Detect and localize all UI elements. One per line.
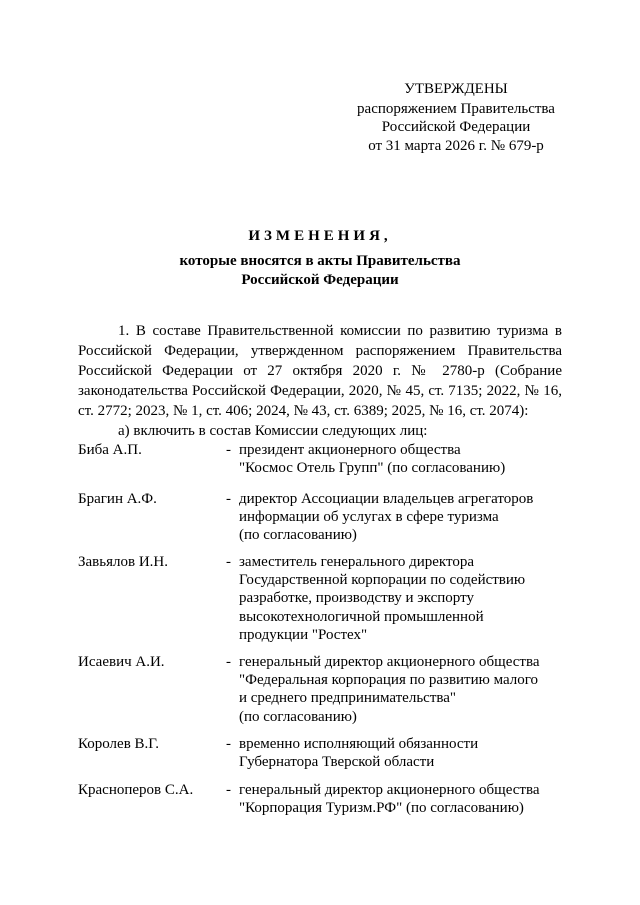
approval-line-1: распоряжением Правительства xyxy=(357,100,555,117)
member-role xyxy=(239,653,562,726)
member-role-line: Губернатора Тверской области xyxy=(239,754,435,771)
member-role-line: "Корпорация Туризм.РФ" (по согласованию) xyxy=(239,800,524,817)
approval-line-2: Российской Федерации xyxy=(381,119,531,135)
member-role-line: "Космос Отель Групп" (по согласованию) xyxy=(239,460,506,477)
member-role xyxy=(239,735,562,771)
member-name: Завьялов И.Н. xyxy=(78,554,168,570)
member-dash: - xyxy=(226,782,231,798)
member-role-line: разработке, производству и экспорту xyxy=(239,590,474,607)
member-role-line: продукции "Ростех" xyxy=(239,626,368,643)
subparagraph-a: а) включить в состав Комиссии следующих лиц: xyxy=(118,423,428,439)
title-caption: ИЗМЕНЕНИЯ, xyxy=(248,228,392,244)
member-dash: - xyxy=(226,736,231,752)
member-role-line: временно исполняющий обязанности xyxy=(239,736,479,752)
member-role xyxy=(239,441,562,477)
member-role-line: генеральный директор акционерного общества xyxy=(239,782,540,798)
paragraph-1: 1. В составе Правительственной комиссии по развитию туризма в Российской Федерации, утвержденном распоряжением Правительства Российской Федерации от 27 октября 2020 г. № 2780-р (Собрание законодательства Российской Федерации, 2020, № 45, ст. 7135; 2022, № 16, ст. 2772; 2023, № 1, ст. 406; 2024, № 43, ст. 6389; 2025, № 16, ст. 2074): xyxy=(78,323,562,419)
member-name: Исаевич А.И. xyxy=(78,654,165,670)
member-role-line: высокотехнологичной промышленной xyxy=(239,608,484,625)
approval-line-3: от 31 марта 2026 г. № 679-р xyxy=(368,137,544,154)
member-name: Красноперов С.А. xyxy=(78,782,194,798)
member-role-line: (по согласованию) xyxy=(239,708,357,725)
member-dash: - xyxy=(226,442,231,458)
member-name: Королев В.Г. xyxy=(78,736,160,752)
member-role-line: генеральный директор акционерного общества xyxy=(239,654,540,670)
title-line-2: Российской Федерации xyxy=(241,272,399,288)
member-role-line: (по согласованию) xyxy=(239,527,357,544)
member-role xyxy=(239,553,562,644)
member-role-line: информации об услугах в сфере туризма xyxy=(239,509,499,526)
member-role-line: "Федеральная корпорация по развитию малого xyxy=(239,672,539,689)
member-role-line: Государственной корпорации по содействию xyxy=(239,572,526,589)
member-role-line: и среднего предпринимательства" xyxy=(239,690,457,707)
member-name: Биба А.П. xyxy=(78,442,142,458)
member-role xyxy=(239,490,562,545)
member-name: Брагин А.Ф. xyxy=(78,491,157,507)
member-role-line: заместитель генерального директора xyxy=(239,554,475,570)
member-role xyxy=(239,781,562,817)
approval-heading: УТВЕРЖДЕНЫ xyxy=(404,81,508,97)
member-dash: - xyxy=(226,491,231,507)
member-role-line: президент акционерного общества xyxy=(239,442,461,458)
member-role-line: директор Ассоциации владельцев агрегаторов xyxy=(239,491,534,507)
title-line-1: которые вносятся в акты Правительства xyxy=(179,253,461,269)
document-title xyxy=(0,226,640,290)
member-dash: - xyxy=(226,654,231,670)
approval-stamp xyxy=(330,80,582,155)
member-dash: - xyxy=(226,554,231,570)
